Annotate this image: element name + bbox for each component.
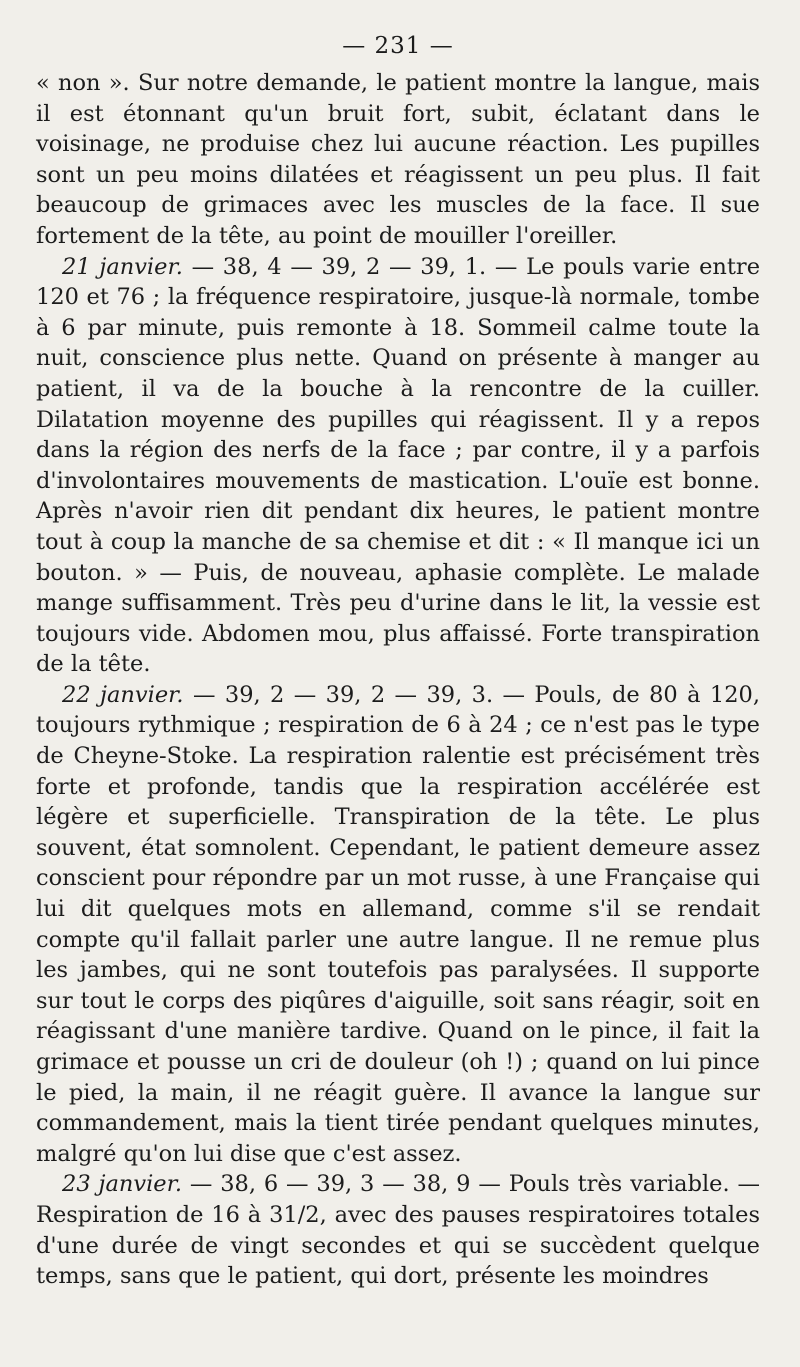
- entry-text: — 39, 2 — 39, 2 — 39, 3. — Pouls, de 80 à 120, toujours rythmique ; respiration de 6 à 24 ; ce n'est pas le type de Cheyne-Stoke. La respiration ralentie est précisément très forte et profonde, tandis que la respiration accélérée est légère et superficielle. Transpiration de la tête. Le plus souvent, état somnolent. Cependant, le patient demeure assez conscient pour répondre par un mot russe, à une Française qui lui dit quelques mots en allemand, comme s'il se rendait compte qu'il fallait parler une autre langue. Il ne remue plus les jambes, qui ne sont toutefois pas paralysées. Il supporte sur tout le corps des piqûres d'aiguille, soit sans réagir, soit en réagissant d'une manière tardive. Quand on le pince, il fait la grimace et pousse un cri de douleur (oh !) ; quand on lui pince le pied, la main, il ne réagit guère. Il avance la langue sur commandement, mais la tient tirée pendant quelques minutes, malgré qu'on lui dise que c'est assez.: [36, 681, 761, 1167]
- diary-entry-22-janvier: [36, 680, 760, 1170]
- page-number: — 231 —: [342, 33, 454, 59]
- entry-text: — 38, 4 — 39, 2 — 39, 1. — Le pouls varie entre 120 et 76 ; la fréquence respiratoire, jusque-là normale, tombe à 6 par minute, puis remonte à 18. Sommeil calme toute la nuit, conscience plus nette. Quand on présente à manger au patient, il va de la bouche à la rencontre de la cuiller. Dilatation moyenne des pupilles qui réagissent. Il y a repos dans la région des nerfs de la face ; par contre, il y a parfois d'involontaires mouvements de mastication. L'ouïe est bonne. Après n'avoir rien dit pendant dix heures, le patient montre tout à coup la manche de sa chemise et dit : « Il manque ici un bouton. » — Puis, de nouveau, aphasie complète. Le malade mange suffisamment. Très peu d'urine dans le lit, la vessie est toujours vide. Abdomen mou, plus affaissé. Forte transpiration de la tête.: [36, 253, 761, 678]
- page-body: [36, 68, 760, 1292]
- entry-text: — 38, 6 — 39, 3 — 38, 9 — Pouls très variable. — Respiration de 16 à 31/2, avec des pauses respiratoires totales d'une durée de vingt secondes et qui se succèdent quelque temps, sans que le patient, qui dort, présente les moindres: [36, 1171, 760, 1290]
- entry-date: 23 janvier.: [62, 1171, 183, 1198]
- diary-entry-23-janvier: [36, 1169, 760, 1291]
- entry-date: 21 janvier.: [62, 253, 183, 280]
- paragraph-text: « non ». Sur notre demande, le patient montre la langue, mais il est étonnant qu'un bruit fort, subit, éclatant dans le voisinage, ne produise chez lui aucune réaction. Les pupilles sont un peu moins dilatées et réagissent un peu plus. Il fait beaucoup de grimaces avec les muscles de la face. Il sue fortement de la tête, au point de mouiller l'oreiller.: [36, 70, 760, 249]
- entry-date: 22 janvier.: [62, 681, 184, 708]
- diary-entry-21-janvier: [36, 252, 760, 680]
- paragraph-continuation: [36, 68, 760, 252]
